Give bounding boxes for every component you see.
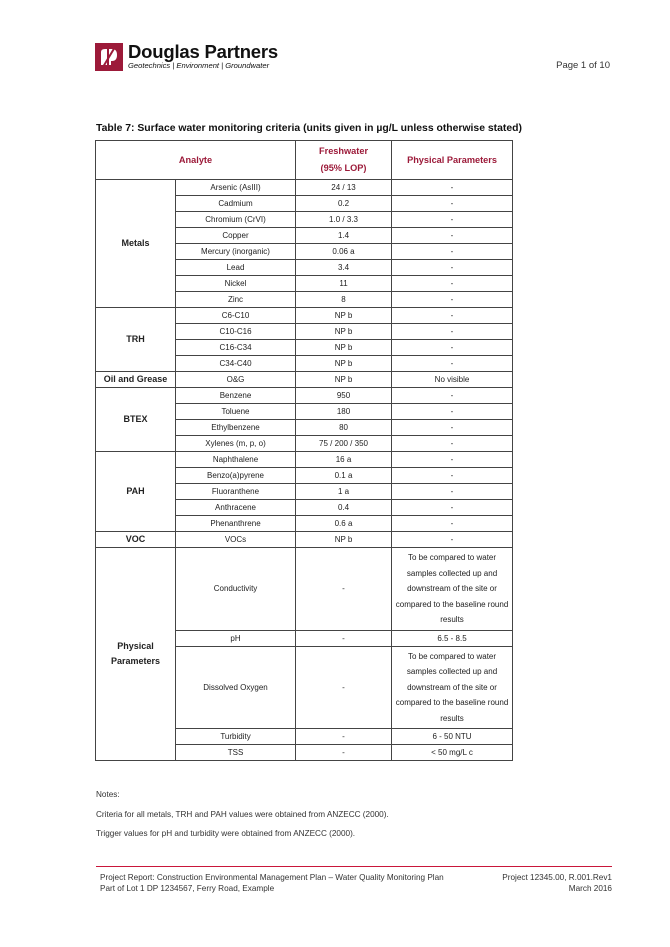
freshwater-cell: - xyxy=(296,548,392,631)
table-row xyxy=(96,388,513,404)
physical-cell: - xyxy=(392,500,513,516)
physical-cell: - xyxy=(392,244,513,260)
footer-right xyxy=(502,872,612,894)
analyte-cell: C16-C34 xyxy=(176,340,296,356)
analyte-cell: VOCs xyxy=(176,532,296,548)
analyte-cell: Toluene xyxy=(176,404,296,420)
analyte-cell: Phenanthrene xyxy=(176,516,296,532)
freshwater-cell: 0.1 a xyxy=(296,468,392,484)
group-label: Oil and Grease xyxy=(96,372,176,388)
analyte-cell: Naphthalene xyxy=(176,452,296,468)
freshwater-cell: NP b xyxy=(296,324,392,340)
analyte-cell: Anthracene xyxy=(176,500,296,516)
group-label: VOC xyxy=(96,532,176,548)
physical-cell: - xyxy=(392,260,513,276)
company-name: Douglas Partners xyxy=(128,41,278,62)
physical-cell: 6 - 50 NTU xyxy=(392,729,513,745)
analyte-cell: Ethylbenzene xyxy=(176,420,296,436)
freshwater-cell: - xyxy=(296,745,392,761)
footer-left xyxy=(100,872,444,894)
table-row xyxy=(96,308,513,324)
freshwater-cell: - xyxy=(296,630,392,646)
physical-cell: - xyxy=(392,196,513,212)
douglas-partners-logo-icon xyxy=(95,43,123,71)
freshwater-cell: NP b xyxy=(296,372,392,388)
company-logo xyxy=(95,43,307,73)
freshwater-cell: 0.2 xyxy=(296,196,392,212)
note-line-2: Trigger values for pH and turbidity were obtained from ANZECC (2000). xyxy=(96,829,356,838)
freshwater-cell: - xyxy=(296,646,392,729)
group-label: PAH xyxy=(96,452,176,532)
physical-cell: - xyxy=(392,468,513,484)
freshwater-cell: 950 xyxy=(296,388,392,404)
analyte-cell: Benzene xyxy=(176,388,296,404)
freshwater-cell: 0.06 a xyxy=(296,244,392,260)
freshwater-cell: 11 xyxy=(296,276,392,292)
physical-cell: - xyxy=(392,340,513,356)
physical-cell: - xyxy=(392,404,513,420)
footer-project-number: Project 12345.00, R.001.Rev1 xyxy=(502,873,612,882)
note-line-1: Criteria for all metals, TRH and PAH values were obtained from ANZECC (2000). xyxy=(96,809,389,819)
physical-cell: - xyxy=(392,292,513,308)
freshwater-cell: 3.4 xyxy=(296,260,392,276)
physical-cell: - xyxy=(392,180,513,196)
header-physical: Physical Parameters xyxy=(392,141,513,180)
analyte-cell: Benzo(a)pyrene xyxy=(176,468,296,484)
freshwater-cell: NP b xyxy=(296,356,392,372)
analyte-cell: Chromium (CrVI) xyxy=(176,212,296,228)
analyte-cell: O&G xyxy=(176,372,296,388)
analyte-cell: TSS xyxy=(176,745,296,761)
footer-project-title: Project Report: Construction Environmental Management Plan – Water Quality Monitoring Plan xyxy=(100,873,444,882)
physical-cell: - xyxy=(392,452,513,468)
page-number: Page 1 of 10 xyxy=(556,60,610,71)
analyte-cell: Turbidity xyxy=(176,729,296,745)
physical-cell: No visible xyxy=(392,372,513,388)
group-label: Physical Parameters xyxy=(96,548,176,761)
physical-cell: - xyxy=(392,420,513,436)
header-freshwater-line1: Freshwater xyxy=(319,146,369,156)
freshwater-cell: 16 a xyxy=(296,452,392,468)
table-header-row xyxy=(96,141,513,180)
physical-cell: To be compared to water samples collected up and downstream of the site or compared to the baseline round results xyxy=(392,548,513,631)
table-body xyxy=(96,180,513,761)
physical-cell: < 50 mg/L c xyxy=(392,745,513,761)
analyte-cell: Mercury (inorganic) xyxy=(176,244,296,260)
physical-cell: - xyxy=(392,436,513,452)
group-label: Metals xyxy=(96,180,176,308)
analyte-cell: C34-C40 xyxy=(176,356,296,372)
analyte-cell: Zinc xyxy=(176,292,296,308)
analyte-cell: Arsenic (AsIII) xyxy=(176,180,296,196)
analyte-cell: Nickel xyxy=(176,276,296,292)
footer-date: March 2016 xyxy=(568,884,612,893)
analyte-cell: Fluoranthene xyxy=(176,484,296,500)
group-label: TRH xyxy=(96,308,176,372)
physical-cell: 6.5 - 8.5 xyxy=(392,630,513,646)
table-row xyxy=(96,548,513,631)
freshwater-cell: - xyxy=(296,729,392,745)
physical-cell: To be compared to water samples collected up and downstream of the site or compared to the baseline round results xyxy=(392,646,513,729)
analyte-cell: Lead xyxy=(176,260,296,276)
freshwater-cell: 8 xyxy=(296,292,392,308)
analyte-cell: C6-C10 xyxy=(176,308,296,324)
physical-cell: - xyxy=(392,228,513,244)
freshwater-cell: 1.4 xyxy=(296,228,392,244)
analyte-cell: Cadmium xyxy=(176,196,296,212)
physical-cell: - xyxy=(392,356,513,372)
table-row xyxy=(96,532,513,548)
table-row xyxy=(96,452,513,468)
footer-divider xyxy=(96,866,612,867)
table-title: Table 7: Surface water monitoring criteria (units given in µg/L unless otherwise stated) xyxy=(96,123,522,134)
freshwater-cell: 180 xyxy=(296,404,392,420)
freshwater-cell: NP b xyxy=(296,308,392,324)
freshwater-cell: NP b xyxy=(296,532,392,548)
physical-cell: - xyxy=(392,484,513,500)
freshwater-cell: NP b xyxy=(296,340,392,356)
physical-cell: - xyxy=(392,324,513,340)
freshwater-cell: 80 xyxy=(296,420,392,436)
analyte-cell: Xylenes (m, p, o) xyxy=(176,436,296,452)
freshwater-cell: 0.6 a xyxy=(296,516,392,532)
header-freshwater xyxy=(296,141,392,180)
physical-cell: - xyxy=(392,276,513,292)
notes xyxy=(96,785,389,844)
physical-cell: - xyxy=(392,212,513,228)
analyte-cell: Dissolved Oxygen xyxy=(176,646,296,729)
freshwater-cell: 1 a xyxy=(296,484,392,500)
freshwater-cell: 24 / 13 xyxy=(296,180,392,196)
criteria-table xyxy=(95,140,513,761)
table-row xyxy=(96,372,513,388)
freshwater-cell: 0.4 xyxy=(296,500,392,516)
analyte-cell: Conductivity xyxy=(176,548,296,631)
group-label: BTEX xyxy=(96,388,176,452)
physical-cell: - xyxy=(392,516,513,532)
freshwater-cell: 75 / 200 / 350 xyxy=(296,436,392,452)
freshwater-cell: 1.0 / 3.3 xyxy=(296,212,392,228)
footer-site: Part of Lot 1 DP 1234567, Ferry Road, Example xyxy=(100,884,275,893)
analyte-cell: Copper xyxy=(176,228,296,244)
header-analyte: Analyte xyxy=(96,141,296,180)
physical-cell: - xyxy=(392,388,513,404)
physical-cell: - xyxy=(392,308,513,324)
analyte-cell: C10-C16 xyxy=(176,324,296,340)
physical-cell: - xyxy=(392,532,513,548)
notes-heading: Notes: xyxy=(96,790,120,799)
analyte-cell: pH xyxy=(176,630,296,646)
header-freshwater-line2: (95% LOP) xyxy=(320,163,367,173)
table-row xyxy=(96,180,513,196)
company-tagline: Geotechnics | Environment | Groundwater xyxy=(128,61,270,70)
